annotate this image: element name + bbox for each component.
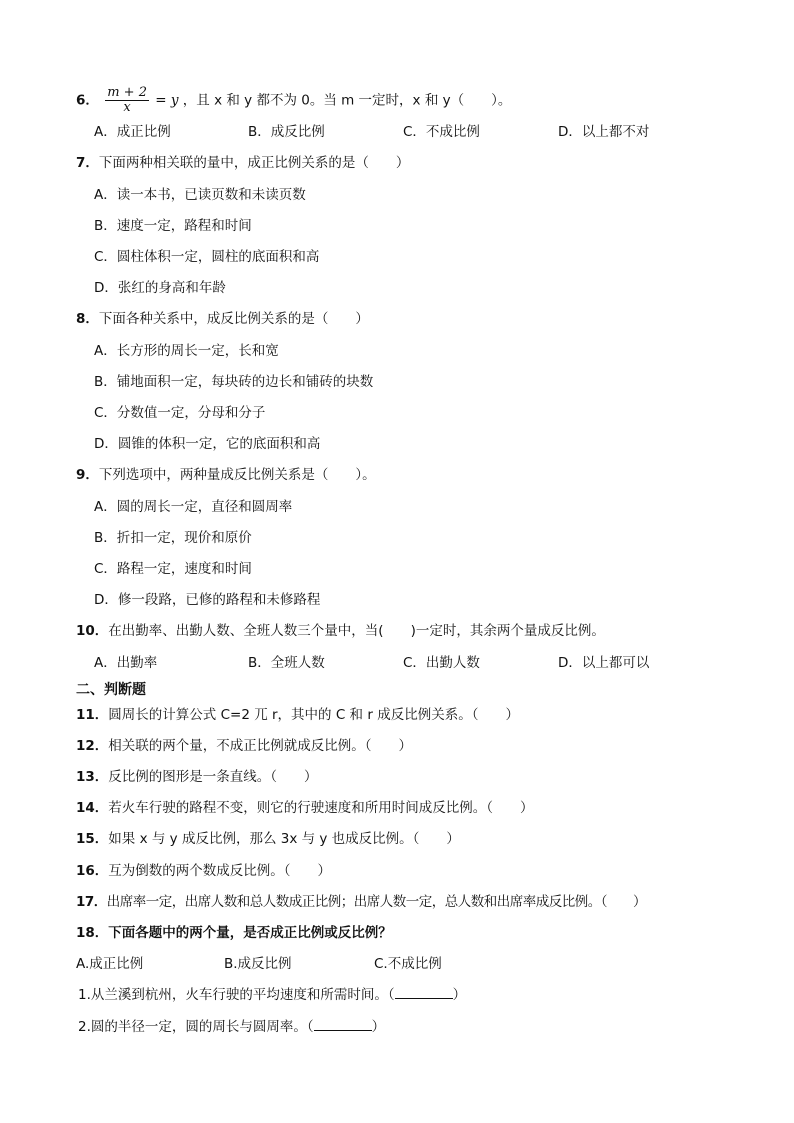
question-number: 8． bbox=[76, 311, 99, 327]
question-number: 9． bbox=[76, 467, 99, 483]
option-c[interactable]: C．路程一定，速度和时间 bbox=[94, 561, 252, 577]
sub-question-2 bbox=[78, 1018, 385, 1036]
option-a[interactable]: A．圆的周长一定，直径和圆周率 bbox=[94, 499, 293, 515]
question-number: 7． bbox=[76, 155, 99, 171]
question-number: 18． bbox=[76, 925, 109, 941]
sub-question-close: ） bbox=[452, 987, 467, 1003]
question-text: 反比例的图形是一条直线。（ ） bbox=[108, 769, 318, 785]
option-a[interactable]: A．读一本书，已读页数和未读页数 bbox=[94, 187, 306, 203]
option-b[interactable]: B．铺地面积一定，每块砖的边长和铺砖的块数 bbox=[94, 374, 374, 390]
question-text: ，且 x 和 y 都不为 0。当 m 一定时，x 和 y（ ）。 bbox=[182, 92, 512, 109]
section-heading: 二、判断题 bbox=[76, 682, 146, 698]
question-number: 12． bbox=[76, 738, 109, 754]
fraction-denominator: x bbox=[123, 100, 131, 115]
sub-question-1 bbox=[78, 986, 466, 1004]
question-text: 下面两种相关联的量中，成正比例关系的是（ ） bbox=[98, 155, 410, 171]
question-text: 在出勤率、出勤人数、全班人数三个量中，当( )一定时，其余两个量成反比例。 bbox=[108, 623, 605, 639]
question-8 bbox=[76, 310, 369, 328]
question-number: 14． bbox=[76, 800, 109, 816]
option-b[interactable]: B．全班人数 bbox=[248, 655, 325, 671]
choice-b: B.成反比例 bbox=[224, 956, 292, 972]
option-d[interactable]: D．圆锥的体积一定，它的底面积和高 bbox=[94, 436, 321, 452]
question-13 bbox=[76, 768, 318, 786]
question-number: 13． bbox=[76, 769, 109, 785]
question-10 bbox=[76, 622, 605, 640]
question-text: 下列选项中，两种量成反比例关系是（ ）。 bbox=[98, 467, 376, 483]
option-b[interactable]: B．速度一定，路程和时间 bbox=[94, 218, 252, 234]
option-a[interactable]: A．成正比例 bbox=[94, 124, 171, 140]
question-18 bbox=[76, 924, 392, 942]
question-number: 16． bbox=[76, 863, 109, 879]
question-9 bbox=[76, 466, 376, 484]
option-c[interactable]: C．不成比例 bbox=[403, 124, 480, 140]
question-15 bbox=[76, 830, 460, 848]
question-number: 17． bbox=[76, 894, 107, 910]
choice-c: C.不成比例 bbox=[374, 956, 442, 972]
fraction bbox=[105, 86, 149, 115]
question-number: 15． bbox=[76, 831, 109, 847]
answer-blank[interactable] bbox=[395, 986, 453, 999]
option-c[interactable]: C．圆柱体积一定，圆柱的底面积和高 bbox=[94, 249, 320, 265]
question-text: 互为倒数的两个数成反比例。（ ） bbox=[108, 863, 332, 879]
option-b[interactable]: B．成反比例 bbox=[248, 124, 325, 140]
question-14 bbox=[76, 799, 534, 817]
sub-question-text: 2.圆的半径一定，圆的周长与圆周率。（ bbox=[78, 1019, 314, 1035]
question-16 bbox=[76, 862, 331, 880]
question-number: 11． bbox=[76, 707, 109, 723]
question-7 bbox=[76, 154, 409, 172]
equation-rest: = y bbox=[155, 92, 179, 109]
question-text: 下面各种关系中，成反比例关系的是（ ） bbox=[98, 311, 369, 327]
answer-blank[interactable] bbox=[314, 1018, 372, 1031]
question-text: 如果 x 与 y 成反比例，那么 3x 与 y 也成反比例。（ ） bbox=[108, 831, 460, 847]
option-c[interactable]: C．出勤人数 bbox=[403, 655, 480, 671]
option-d[interactable]: D．以上都不对 bbox=[558, 124, 650, 140]
sub-question-text: 1.从兰溪到杭州，火车行驶的平均速度和所需时间。（ bbox=[78, 987, 395, 1003]
question-6 bbox=[76, 86, 511, 115]
question-17 bbox=[76, 893, 646, 911]
option-d[interactable]: D．修一段路，已修的路程和未修路程 bbox=[94, 592, 321, 608]
option-a[interactable]: A．出勤率 bbox=[94, 655, 158, 671]
option-c[interactable]: C．分数值一定，分母和分子 bbox=[94, 405, 266, 421]
choice-a: A.成正比例 bbox=[76, 956, 144, 972]
question-text: 出席率一定，出席人数和总人数成正比例；出席人数一定，总人数和出席率成反比例。（ ） bbox=[106, 894, 647, 910]
sub-question-close: ） bbox=[371, 1019, 386, 1035]
question-text: 若火车行驶的路程不变，则它的行驶速度和所用时间成反比例。（ ） bbox=[108, 800, 534, 816]
option-d[interactable]: D．以上都可以 bbox=[558, 655, 650, 671]
option-b[interactable]: B．折扣一定，现价和原价 bbox=[94, 530, 252, 546]
question-text: 下面各题中的两个量，是否成正比例或反比例？ bbox=[108, 925, 392, 941]
question-number: 10． bbox=[76, 623, 109, 639]
option-d[interactable]: D．张红的身高和年龄 bbox=[94, 280, 226, 296]
question-text: 相关联的两个量，不成正比例就成反比例。（ ） bbox=[108, 738, 413, 754]
question-text: 圆周长的计算公式 C=2 兀 r，其中的 C 和 r 成反比例关系。（ ） bbox=[108, 707, 519, 723]
question-11 bbox=[76, 706, 519, 724]
question-12 bbox=[76, 737, 412, 755]
fraction-numerator: m + 2 bbox=[107, 85, 147, 100]
option-a[interactable]: A．长方形的周长一定，长和宽 bbox=[94, 343, 279, 359]
question-number: 6． bbox=[76, 92, 99, 109]
